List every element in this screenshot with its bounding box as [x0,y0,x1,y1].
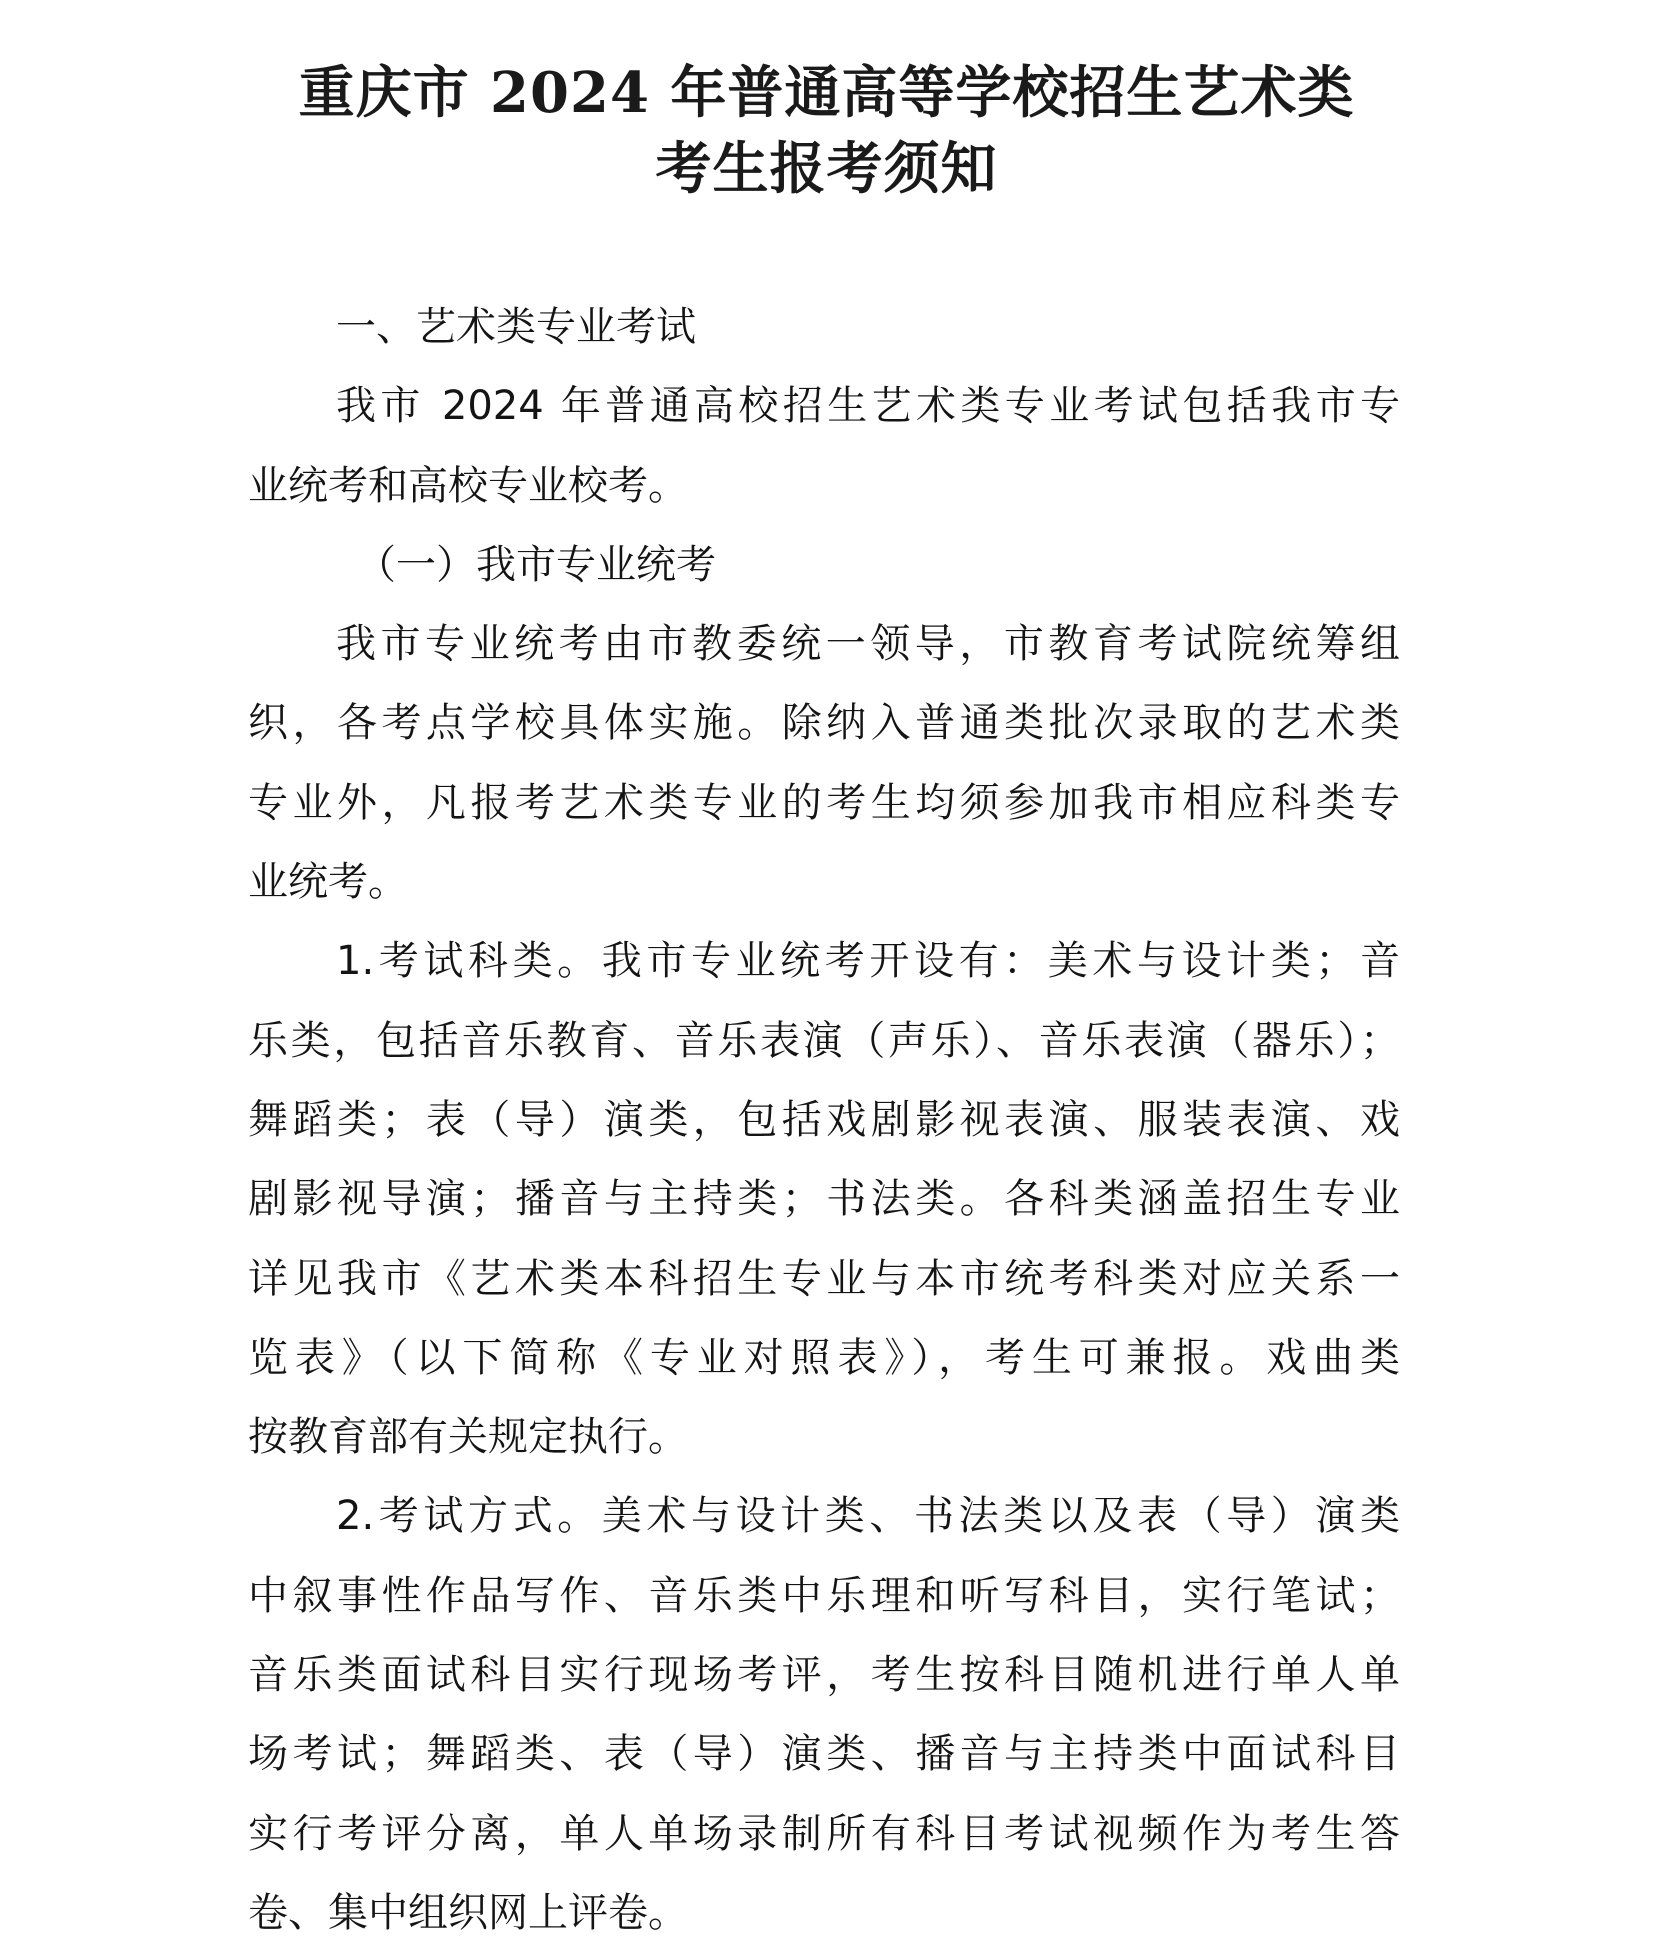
paragraph-line: 场考试；舞蹈类、表（导）演类、播音与主持类中面试科目 [248,1731,1400,1778]
document-body [248,288,1400,1953]
paragraph-line: 中叙事性作品写作、音乐类中乐理和听写科目，实行笔试； [248,1572,1400,1619]
paragraph-line: 专业外，凡报考艺术类专业的考生均须参加我市相应科类专 [248,779,1400,826]
document-title-line-1: 重庆市 2024 年普通高等学校招生艺术类 [298,60,1355,126]
paragraph-line: 我市 2024 年普通高校招生艺术类专业考试包括我市专 [336,383,1400,430]
paragraph-line: 2.考试方式。美术与设计类、书法类以及表（导）演类 [336,1493,1400,1540]
paragraph-line: 我市专业统考由市教委统一领导，市教育考试院统筹组 [336,621,1400,668]
paragraph-line: 实行考评分离，单人单场录制所有科目考试视频作为考生答 [248,1810,1400,1857]
paragraph-line: 卷、集中组织网上评卷。 [248,1889,688,1936]
paragraph-line: 音乐类面试科目实行现场考评，考生按科目随机进行单人单 [248,1652,1400,1699]
paragraph-line: 织，各考点学校具体实施。除纳入普通类批次录取的艺术类 [248,700,1400,747]
paragraph-line: 按教育部有关规定执行。 [248,1414,688,1461]
paragraph-line: 览表》（以下简称《专业对照表》），考生可兼报。戏曲类 [248,1334,1400,1381]
paragraph-line: 业统考。 [248,859,408,906]
paragraph-line: 详见我市《艺术类本科招生专业与本市统考科类对应关系一 [248,1255,1400,1302]
section-heading: 一、艺术类专业考试 [336,304,696,350]
paragraph-line: 业统考和高校专业校考。 [248,462,688,509]
paragraph-line: 剧影视导演；播音与主持类；书法类。各科类涵盖招生专业 [248,1176,1400,1223]
document-title-line-2: 考生报考须知 [655,136,998,202]
paragraph-line: 乐类，包括音乐教育、音乐表演（声乐）、音乐表演（器乐）； [248,1017,1400,1064]
subsection-heading: （一）我市专业统考 [356,541,716,588]
paragraph-line: 舞蹈类；表（导）演类，包括戏剧影视表演、服装表演、戏 [248,1096,1400,1143]
paragraph-line: 1.考试科类。我市专业统考开设有：美术与设计类；音 [336,938,1400,985]
